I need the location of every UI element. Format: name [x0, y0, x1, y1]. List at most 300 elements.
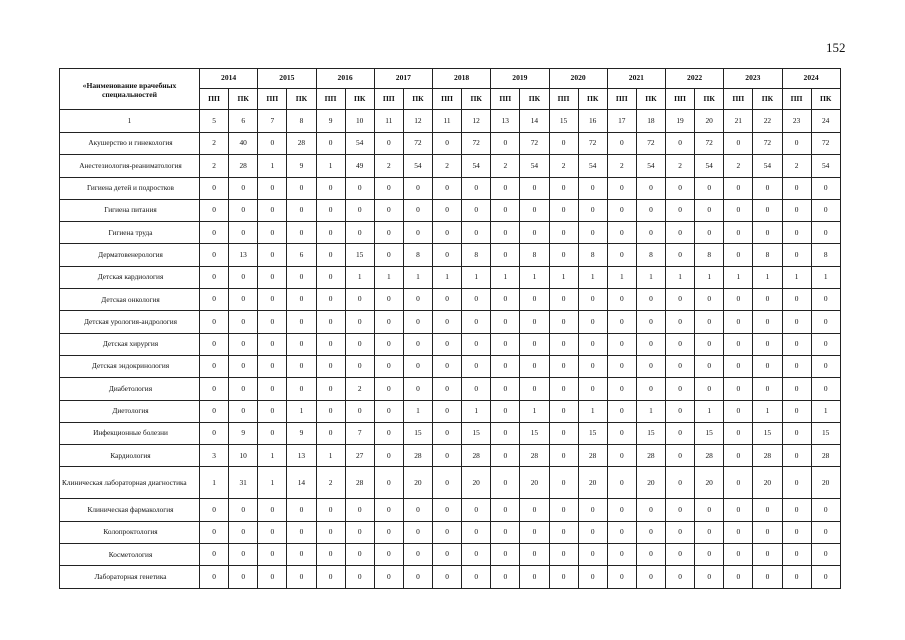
table-cell: 0 [578, 222, 607, 244]
column-number: 19 [666, 110, 695, 133]
table-cell: 49 [345, 155, 374, 177]
table-cell: 0 [374, 445, 403, 467]
table-cell: 0 [607, 133, 636, 155]
table-cell: 0 [316, 422, 345, 444]
table-cell: 72 [403, 133, 432, 155]
table-cell: 0 [287, 311, 316, 333]
table-cell: 0 [753, 199, 782, 221]
table-cell: 72 [520, 133, 549, 155]
table-cell: 0 [491, 566, 520, 588]
table-cell: 0 [695, 177, 724, 199]
table-cell: 10 [229, 445, 258, 467]
table-cell: 0 [200, 521, 229, 543]
table-cell: 0 [345, 400, 374, 422]
table-cell: 0 [549, 499, 578, 521]
table-cell: 54 [811, 155, 840, 177]
year-header: 2023 [724, 69, 782, 89]
table-cell: 0 [345, 355, 374, 377]
table-cell: 0 [695, 289, 724, 311]
table-cell: 2 [491, 155, 520, 177]
table-cell: 0 [636, 521, 665, 543]
table-cell: 0 [345, 289, 374, 311]
specialty-name: Акушерство и гинекология [60, 133, 200, 155]
table-cell: 15 [695, 422, 724, 444]
table-cell: 1 [316, 155, 345, 177]
table-cell: 0 [287, 499, 316, 521]
table-cell: 0 [578, 311, 607, 333]
table-cell: 0 [316, 355, 345, 377]
table-cell: 0 [811, 521, 840, 543]
table-cell: 0 [753, 566, 782, 588]
table-cell: 20 [462, 467, 491, 499]
table-cell: 28 [695, 445, 724, 467]
column-number: 15 [549, 110, 578, 133]
column-number: 13 [491, 110, 520, 133]
table-cell: 20 [636, 467, 665, 499]
table-cell: 0 [811, 289, 840, 311]
table-cell: 54 [403, 155, 432, 177]
table-cell: 15 [811, 422, 840, 444]
table-cell: 0 [724, 222, 753, 244]
table-cell: 0 [403, 222, 432, 244]
table-cell: 0 [403, 311, 432, 333]
table-cell: 28 [520, 445, 549, 467]
table-cell: 0 [433, 521, 462, 543]
table-cell: 0 [229, 400, 258, 422]
column-number: 21 [724, 110, 753, 133]
table-cell: 0 [229, 333, 258, 355]
table-cell: 0 [782, 544, 811, 566]
table-cell: 0 [666, 244, 695, 266]
table-cell: 0 [636, 311, 665, 333]
column-number: 16 [578, 110, 607, 133]
table-cell: 0 [462, 222, 491, 244]
table-cell: 0 [287, 177, 316, 199]
table-cell: 20 [520, 467, 549, 499]
table-cell: 7 [345, 422, 374, 444]
table-cell: 0 [374, 199, 403, 221]
table-cell: 0 [549, 289, 578, 311]
table-cell: 0 [316, 566, 345, 588]
table-cell: 0 [782, 133, 811, 155]
table-cell: 0 [811, 199, 840, 221]
column-number: 12 [403, 110, 432, 133]
table-cell: 0 [433, 400, 462, 422]
table-cell: 0 [200, 566, 229, 588]
table-cell: 0 [403, 333, 432, 355]
table-cell: 0 [607, 400, 636, 422]
table-cell: 0 [374, 333, 403, 355]
table-cell: 0 [345, 177, 374, 199]
table-cell: 0 [200, 378, 229, 400]
column-number: 17 [607, 110, 636, 133]
table-cell: 0 [258, 499, 287, 521]
table-cell: 0 [491, 499, 520, 521]
table-cell: 0 [258, 566, 287, 588]
table-cell: 0 [578, 289, 607, 311]
table-cell: 0 [578, 177, 607, 199]
table-cell: 20 [695, 467, 724, 499]
table-cell: 0 [491, 311, 520, 333]
table-cell: 0 [433, 333, 462, 355]
table-cell: 0 [433, 467, 462, 499]
table-cell: 8 [636, 244, 665, 266]
table-cell: 0 [811, 378, 840, 400]
table-cell: 0 [403, 378, 432, 400]
table-cell: 0 [316, 378, 345, 400]
table-cell: 0 [666, 467, 695, 499]
table-cell: 0 [724, 521, 753, 543]
pk-header: ПК [578, 89, 607, 110]
table-cell: 0 [520, 499, 549, 521]
table-cell: 1 [403, 400, 432, 422]
table-cell: 0 [491, 222, 520, 244]
table-row [60, 378, 841, 400]
pk-header: ПК [520, 89, 549, 110]
specialty-name-header: «Наименование врачебных специальностей [60, 69, 200, 110]
table-cell: 2 [374, 155, 403, 177]
table-cell: 0 [403, 544, 432, 566]
table-cell: 0 [491, 467, 520, 499]
table-cell: 2 [316, 467, 345, 499]
table-cell: 31 [229, 467, 258, 499]
specialty-name: Гигиена детей и подростков [60, 177, 200, 199]
table-cell: 0 [695, 333, 724, 355]
table-cell: 0 [491, 133, 520, 155]
table-cell: 0 [724, 566, 753, 588]
table-cell: 0 [374, 133, 403, 155]
table-cell: 0 [520, 333, 549, 355]
table-cell: 0 [374, 400, 403, 422]
table-cell: 0 [549, 544, 578, 566]
table-cell: 8 [462, 244, 491, 266]
table-cell: 0 [491, 378, 520, 400]
table-cell: 0 [258, 266, 287, 288]
table-cell: 0 [287, 566, 316, 588]
table-cell: 0 [607, 544, 636, 566]
table-cell: 28 [753, 445, 782, 467]
table-cell: 0 [520, 355, 549, 377]
table-cell: 0 [433, 177, 462, 199]
table-cell: 0 [200, 333, 229, 355]
table-cell: 1 [782, 266, 811, 288]
table-cell: 0 [229, 566, 258, 588]
table-cell: 0 [491, 244, 520, 266]
table-cell: 0 [433, 422, 462, 444]
table-row [60, 155, 841, 177]
table-cell: 0 [345, 521, 374, 543]
pp-header: ПП [258, 89, 287, 110]
table-cell: 0 [287, 544, 316, 566]
table-cell: 0 [666, 544, 695, 566]
table-cell: 0 [724, 289, 753, 311]
table-cell: 0 [666, 400, 695, 422]
table-cell: 0 [607, 333, 636, 355]
specialty-name: Гигиена питания [60, 199, 200, 221]
table-cell: 0 [462, 199, 491, 221]
table-cell: 20 [811, 467, 840, 499]
table-cell: 0 [403, 521, 432, 543]
table-cell: 0 [491, 445, 520, 467]
table-cell: 0 [549, 222, 578, 244]
table-row [60, 199, 841, 221]
table-cell: 0 [607, 499, 636, 521]
table-cell: 0 [636, 199, 665, 221]
table-cell: 0 [666, 199, 695, 221]
column-number: 23 [782, 110, 811, 133]
table-cell: 14 [287, 467, 316, 499]
table-cell: 0 [753, 499, 782, 521]
table-cell: 0 [811, 177, 840, 199]
table-cell: 0 [374, 521, 403, 543]
pp-header: ПП [724, 89, 753, 110]
table-cell: 0 [811, 311, 840, 333]
table-cell: 0 [462, 544, 491, 566]
table-cell: 0 [811, 333, 840, 355]
table-cell: 72 [636, 133, 665, 155]
year-header: 2015 [258, 69, 316, 89]
pk-header: ПК [636, 89, 665, 110]
table-cell: 0 [607, 467, 636, 499]
pp-header: ПП [433, 89, 462, 110]
table-cell: 0 [578, 355, 607, 377]
table-cell: 0 [695, 311, 724, 333]
table-cell: 0 [666, 566, 695, 588]
specialty-name: Детская онкология [60, 289, 200, 311]
year-header: 2016 [316, 69, 374, 89]
table-cell: 40 [229, 133, 258, 155]
table-cell: 2 [666, 155, 695, 177]
table-cell: 0 [258, 400, 287, 422]
specialty-name: Колопроктология [60, 521, 200, 543]
table-row [60, 521, 841, 543]
table-cell: 0 [229, 355, 258, 377]
table-cell: 0 [316, 400, 345, 422]
column-number: 10 [345, 110, 374, 133]
table-cell: 0 [258, 133, 287, 155]
table-cell: 0 [491, 544, 520, 566]
table-cell: 0 [666, 422, 695, 444]
table-cell: 0 [462, 378, 491, 400]
table-cell: 0 [491, 422, 520, 444]
pk-header: ПК [695, 89, 724, 110]
table-cell: 0 [520, 289, 549, 311]
table-cell: 15 [520, 422, 549, 444]
year-header-row [60, 69, 841, 89]
table-cell: 0 [462, 566, 491, 588]
table-cell: 20 [578, 467, 607, 499]
table-cell: 1 [695, 400, 724, 422]
table-cell: 0 [258, 521, 287, 543]
table-cell: 72 [753, 133, 782, 155]
table-cell: 0 [200, 499, 229, 521]
column-number: 7 [258, 110, 287, 133]
page-number: 152 [826, 40, 846, 55]
table-cell: 1 [491, 266, 520, 288]
table-cell: 0 [607, 222, 636, 244]
table-cell: 0 [753, 378, 782, 400]
table-cell: 0 [433, 378, 462, 400]
table-cell: 1 [811, 266, 840, 288]
table-cell: 0 [433, 244, 462, 266]
table-cell: 0 [607, 445, 636, 467]
table-cell: 1 [636, 266, 665, 288]
table-cell: 0 [724, 133, 753, 155]
table-cell: 0 [636, 289, 665, 311]
table-cell: 0 [316, 499, 345, 521]
table-cell: 0 [782, 177, 811, 199]
table-cell: 0 [666, 311, 695, 333]
table-cell: 15 [462, 422, 491, 444]
table-cell: 1 [374, 266, 403, 288]
table-cell: 28 [578, 445, 607, 467]
table-cell: 72 [811, 133, 840, 155]
table-row [60, 422, 841, 444]
table-cell: 0 [549, 244, 578, 266]
table-cell: 0 [258, 289, 287, 311]
table-cell: 28 [345, 467, 374, 499]
table-cell: 0 [724, 422, 753, 444]
table-cell: 1 [462, 400, 491, 422]
column-number: 22 [753, 110, 782, 133]
table-cell: 0 [200, 422, 229, 444]
table-cell: 1 [345, 266, 374, 288]
table-cell: 13 [229, 244, 258, 266]
specialty-name: Инфекционные болезни [60, 422, 200, 444]
table-cell: 1 [549, 266, 578, 288]
table-cell: 0 [287, 222, 316, 244]
table-cell: 0 [695, 499, 724, 521]
table-cell: 0 [374, 355, 403, 377]
table-cell: 0 [433, 499, 462, 521]
table-cell: 0 [316, 289, 345, 311]
table-cell: 0 [258, 544, 287, 566]
table-cell: 0 [374, 289, 403, 311]
pp-header: ПП [666, 89, 695, 110]
table-cell: 0 [433, 289, 462, 311]
table-cell: 9 [229, 422, 258, 444]
table-cell: 0 [403, 355, 432, 377]
table-cell: 0 [229, 311, 258, 333]
year-header: 2018 [433, 69, 491, 89]
table-row [60, 133, 841, 155]
table-cell: 1 [724, 266, 753, 288]
table-cell: 0 [403, 177, 432, 199]
table-cell: 0 [753, 289, 782, 311]
table-cell: 0 [666, 521, 695, 543]
table-cell: 8 [811, 244, 840, 266]
table-cell: 0 [549, 133, 578, 155]
specialty-name: Диетология [60, 400, 200, 422]
table-cell: 1 [520, 266, 549, 288]
table-cell: 0 [578, 378, 607, 400]
table-cell: 0 [462, 521, 491, 543]
table-cell: 0 [724, 244, 753, 266]
table-cell: 0 [491, 199, 520, 221]
table-cell: 0 [229, 289, 258, 311]
table-cell: 72 [695, 133, 724, 155]
table-cell: 0 [520, 222, 549, 244]
table-row [60, 266, 841, 288]
table-cell: 0 [258, 333, 287, 355]
table-cell: 0 [549, 521, 578, 543]
table-cell: 0 [753, 311, 782, 333]
column-number: 12 [462, 110, 491, 133]
table-cell: 54 [695, 155, 724, 177]
table-cell: 8 [753, 244, 782, 266]
table-cell: 0 [229, 521, 258, 543]
table-cell: 0 [666, 378, 695, 400]
table-cell: 0 [200, 289, 229, 311]
table-cell: 0 [724, 333, 753, 355]
table-cell: 0 [374, 422, 403, 444]
table-cell: 0 [374, 499, 403, 521]
table-row [60, 244, 841, 266]
table-cell: 0 [811, 499, 840, 521]
specialty-name: Косметология [60, 544, 200, 566]
specialty-name: Дерматовенерология [60, 244, 200, 266]
table-cell: 0 [549, 333, 578, 355]
table-cell: 0 [607, 289, 636, 311]
pp-header: ПП [200, 89, 229, 110]
table-cell: 0 [520, 199, 549, 221]
table-cell: 0 [549, 177, 578, 199]
year-header: 2017 [374, 69, 432, 89]
table-cell: 54 [753, 155, 782, 177]
table-cell: 0 [753, 544, 782, 566]
table-cell: 0 [433, 311, 462, 333]
table-cell: 0 [782, 422, 811, 444]
table-cell: 0 [229, 544, 258, 566]
table-cell: 0 [258, 378, 287, 400]
table-cell: 0 [520, 378, 549, 400]
column-number: 9 [316, 110, 345, 133]
table-cell: 0 [782, 499, 811, 521]
table-cell: 0 [724, 355, 753, 377]
table-cell: 0 [345, 566, 374, 588]
table-cell: 28 [811, 445, 840, 467]
table-cell: 0 [316, 333, 345, 355]
table-cell: 0 [462, 177, 491, 199]
table-cell: 1 [811, 400, 840, 422]
table-cell: 0 [462, 355, 491, 377]
table-cell: 0 [258, 422, 287, 444]
table-cell: 0 [549, 311, 578, 333]
table-cell: 0 [316, 544, 345, 566]
table-cell: 0 [200, 544, 229, 566]
year-header: 2024 [782, 69, 840, 89]
table-cell: 0 [607, 566, 636, 588]
table-cell: 1 [316, 445, 345, 467]
table-cell: 0 [200, 400, 229, 422]
table-cell: 15 [636, 422, 665, 444]
table-cell: 0 [636, 499, 665, 521]
table-cell: 0 [316, 199, 345, 221]
table-cell: 0 [374, 378, 403, 400]
table-cell: 0 [607, 311, 636, 333]
table-cell: 0 [229, 222, 258, 244]
table-cell: 0 [782, 400, 811, 422]
table-cell: 6 [287, 244, 316, 266]
table-cell: 20 [753, 467, 782, 499]
table-cell: 0 [607, 378, 636, 400]
table-cell: 0 [258, 355, 287, 377]
table-cell: 2 [200, 133, 229, 155]
table-cell: 0 [724, 311, 753, 333]
table-cell: 0 [462, 289, 491, 311]
table-cell: 8 [695, 244, 724, 266]
table-cell: 0 [636, 355, 665, 377]
